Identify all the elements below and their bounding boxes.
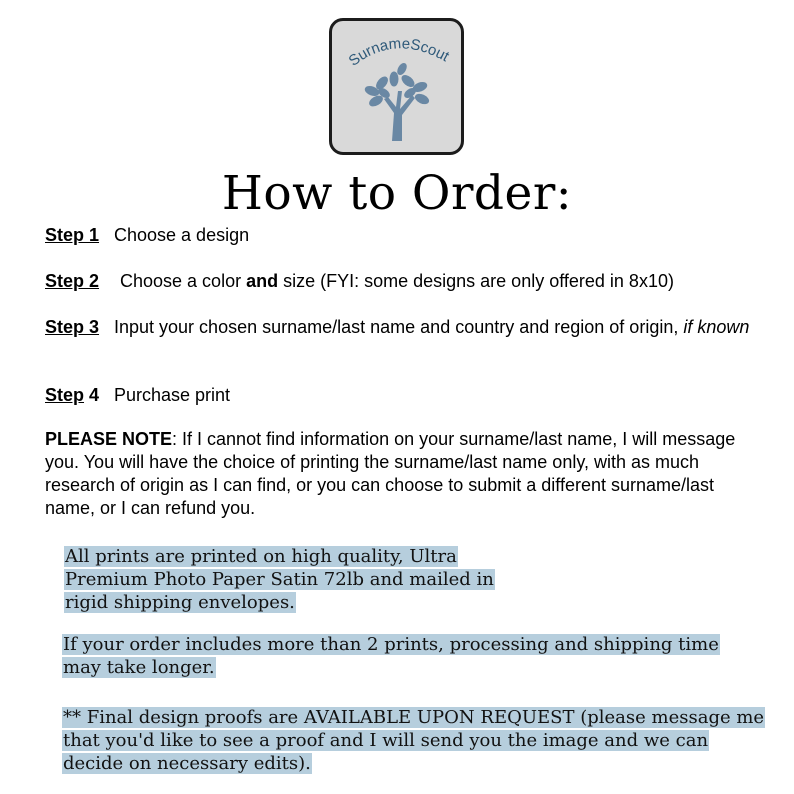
tree-icon: [332, 21, 461, 152]
processing-info-highlight: If your order includes more than 2 prints, processing and shipping time may take longer.: [63, 634, 719, 678]
step-1-text: Choose a design: [114, 225, 250, 245]
step-1-label: Step 1: [45, 225, 100, 245]
paper-info-highlight: All prints are printed on high quality, Ultra Premium Photo Paper Satin 72lb and mailed in rigid shipping envelopes.: [65, 546, 494, 613]
step-2-text: Choose a color and size (FYI: some designs are only offered in 8x10): [120, 271, 674, 291]
step-2-label: Step 2: [45, 271, 100, 291]
logo-text: SurnameScout: [345, 35, 452, 70]
please-note-paragraph: [45, 428, 760, 520]
step-3-text: Input your chosen surname/last name and country and region of origin, if known: [114, 317, 750, 337]
note-label: PLEASE NOTE: [45, 429, 173, 449]
proofs-info-highlight: ** Final design proofs are AVAILABLE UPON REQUEST (please message me that you'd like to see a proof and I will send you the image and we can decide on necessary edits).: [63, 707, 765, 774]
step-2: [45, 270, 674, 293]
step-4-text: Purchase print: [114, 385, 231, 405]
page-title: How to Order:: [221, 166, 573, 221]
step-1: [45, 224, 250, 247]
surnamescout-logo: [329, 18, 464, 155]
step-3: [45, 316, 750, 339]
step-4-label-underlined: Step: [45, 385, 85, 405]
note-text: : If I cannot find information on your surname/last name, I will message you. You will have the choice of printing the surname/last name only, with as much research of origin as I can find, or you can choose to submit a different surname/last name, or I can refund you.: [45, 429, 736, 518]
step-4: [45, 384, 231, 407]
step-3-label: Step 3: [45, 317, 100, 337]
step-4-label-number: 4: [84, 385, 100, 405]
